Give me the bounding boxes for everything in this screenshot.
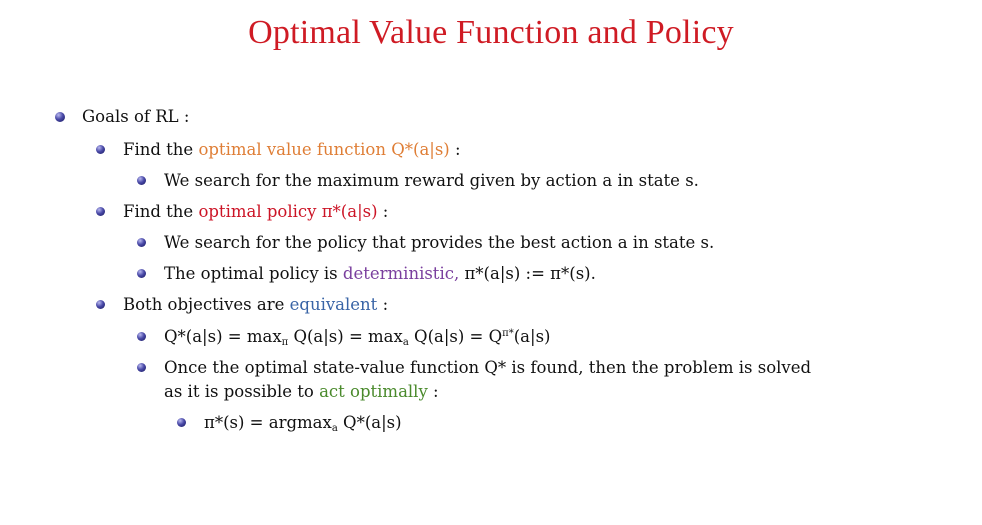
equation-part-2: Q(a|s) = max [288, 327, 403, 346]
bullet-icon [177, 418, 186, 427]
bullet-icon [55, 112, 65, 122]
find-value-suffix: : [449, 140, 461, 159]
once-line-1: Once the optimal state-value function Q* is found, then the problem is solved [164, 358, 812, 377]
equivalent-term: equivalent [289, 295, 378, 314]
find-policy-prefix: Find the [123, 202, 199, 221]
once-line-2-prefix: as it is possible to [164, 382, 320, 401]
bullet-icon [137, 176, 146, 185]
once-continuation [164, 381, 439, 403]
equivalent-suffix: : [377, 295, 389, 314]
bullet-icon [96, 145, 105, 154]
argmax-part-1: π*(s) = argmax [204, 413, 332, 432]
find-policy-item [123, 201, 388, 223]
equation-sub-1: π [281, 337, 289, 348]
once-line-2-suffix: : [427, 382, 439, 401]
policy-desc-item [164, 232, 714, 254]
slide-title: Optimal Value Function and Policy [248, 14, 734, 51]
bullet-icon [137, 269, 146, 278]
value-desc-item [164, 170, 699, 192]
bullet-icon [137, 363, 146, 372]
bullet-icon [137, 238, 146, 247]
goals-text: Goals of RL : [82, 107, 190, 126]
deterministic-suffix: π*(a|s) := π*(s). [459, 264, 596, 283]
find-value-item [123, 139, 461, 161]
find-policy-suffix: : [377, 202, 389, 221]
value-desc-text: We search for the maximum reward given by action a in state s. [164, 171, 699, 190]
equivalent-prefix: Both objectives are [123, 295, 290, 314]
find-value-prefix: Find the [123, 140, 199, 159]
equation-sup-3: π* [502, 328, 514, 339]
equivalent-item [123, 294, 388, 316]
equation-part-1: Q*(a|s) = max [164, 327, 282, 346]
goals-item [82, 106, 189, 128]
equation-part-4: (a|s) [513, 327, 551, 346]
equation-part-3: Q(a|s) = Q [408, 327, 503, 346]
deterministic-term: deterministic, [342, 264, 460, 283]
equation-item [164, 326, 550, 348]
bullet-icon [137, 332, 146, 341]
bullet-icon [96, 207, 105, 216]
deterministic-prefix: The optimal policy is [164, 264, 343, 283]
argmax-part-2: Q*(a|s) [337, 413, 402, 432]
policy-desc-text: We search for the policy that provides the best action a in state s. [164, 233, 715, 252]
equation-sub-2: a [402, 337, 409, 348]
value-function-term: optimal value function Q*(a|s) [198, 140, 450, 159]
deterministic-item [164, 263, 596, 285]
act-optimally-term: act optimally [319, 382, 428, 401]
argmax-item [204, 412, 402, 434]
once-item [164, 357, 811, 379]
argmax-sub: a [331, 423, 338, 434]
optimal-policy-term: optimal policy π*(a|s) [198, 202, 378, 221]
bullet-icon [96, 300, 105, 309]
